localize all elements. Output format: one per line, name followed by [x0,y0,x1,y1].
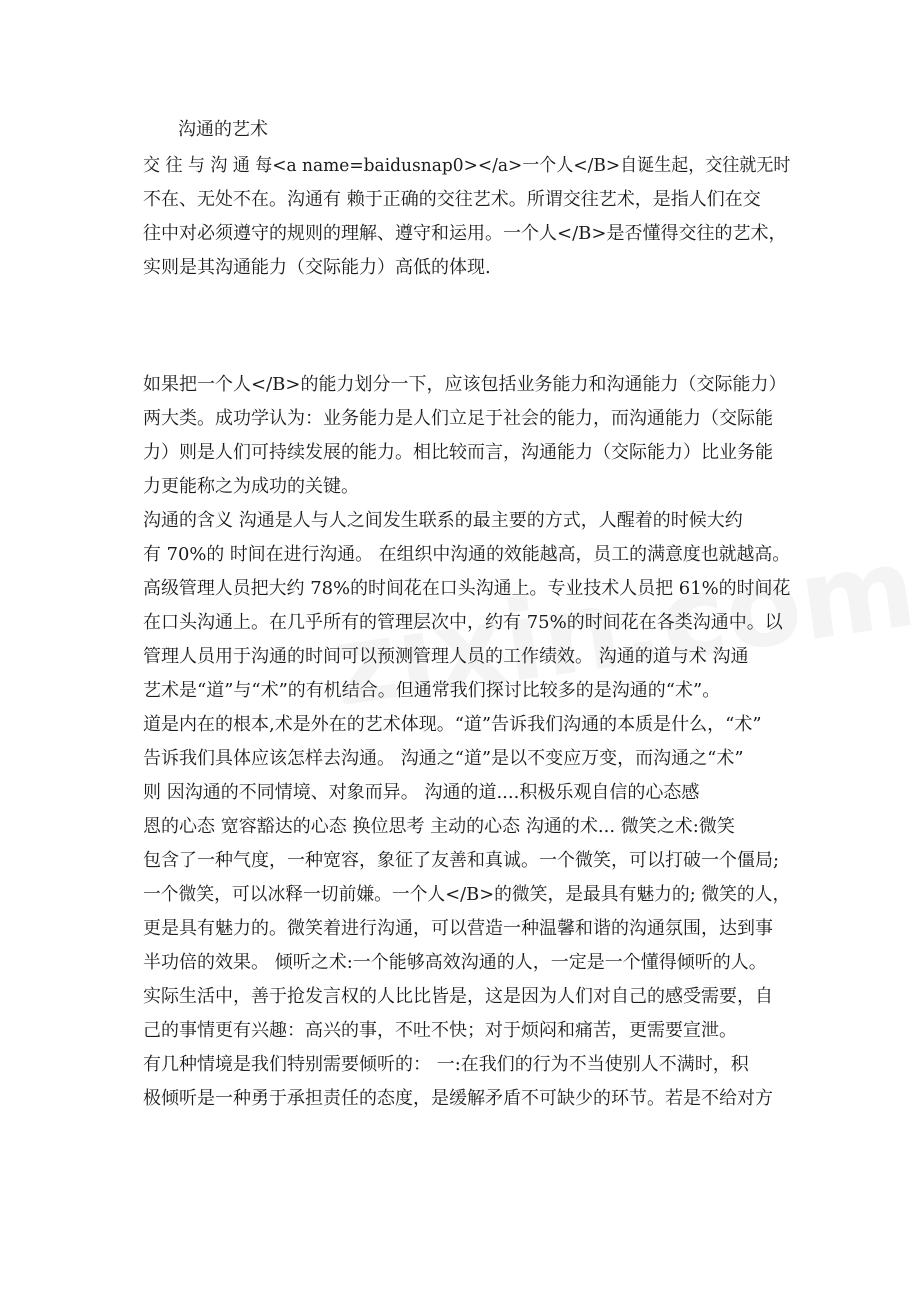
text-line: 两大类。成功学认为：业务能力是人们立足于社会的能力，而沟通能力（交际能 [143,408,773,429]
text-line: 包含了一种气度，一种宽容，象征了友善和真诚。一个微笑，可以打破一个僵局; [143,850,780,871]
text-line: 实则是其沟通能力（交际能力）高低的体现. [143,257,491,278]
text-line: 更是具有魅力的。微笑着进行沟通，可以营造一种温馨和谐的沟通氛围，达到事 [143,918,773,939]
text-line: 实际生活中，善于抢发言权的人比比皆是，这是因为人们对自己的感受需要，自 [143,986,773,1007]
text-line: 己的事情更有兴趣：高兴的事，不吐不快；对于烦闷和痛苦，更需要宣泄。 [143,1020,737,1041]
text-line: 交 往 与 沟 通 每<a name=baidusnap0></a>一个人</B>自诞生起，交往就无时 [143,155,791,176]
text-line: 往中对必须遵守的规则的理解、遵守和运用。一个人</B>是否懂得交往的艺术， [143,223,787,244]
text-line: 艺术是“道”与“术”的有机结合。但通常我们探讨比较多的是沟通的“术”。 [143,680,721,701]
text-line: 如果把一个人</B>的能力划分一下，应该包括业务能力和沟通能力（交际能力） [143,374,787,395]
text-line: 在口头沟通上。在几乎所有的管理层次中，约有 75%的时间花在各类沟通中。以 [143,612,783,633]
text-line: 力更能称之为成功的关键。 [143,476,359,497]
text-line: 不在、无处不在。沟通有 赖于正确的交往艺术。所谓交往艺术，是指人们在交 [143,189,761,210]
text-line: 有几种情境是我们特别需要倾听的： 一:在我们的行为不当使别人不满时，积 [143,1054,749,1075]
text-line: 有 70%的 时间在进行沟通。 在组织中沟通的效能越高，员工的满意度也就越高。 [143,544,791,565]
text-line: 半功倍的效果。 倾听之术:一个能够高效沟通的人，一定是一个懂得倾听的人。 [143,952,767,973]
text-line: 告诉我们具体应该怎样去沟通。 沟通之“道”是以不变应万变，而沟通之“术” [143,748,744,769]
text-line: 力）则是人们可持续发展的能力。相比较而言，沟通能力（交际能力）比业务能 [143,442,773,463]
text-line: 道是内在的根本,术是外在的艺术体现。“道”告诉我们沟通的本质是什么，“术” [143,714,762,735]
text-line: 则 因沟通的不同情境、对象而异。 沟通的道....积极乐观自信的心态感 [143,782,700,803]
text-line: 沟通的含义 沟通是人与人之间发生联系的最主要的方式，人醒着的时候大约 [143,510,743,531]
text-line: 一个微笑，可以冰释一切前嫌。一个人</B>的微笑，是最具有魅力的; 微笑的人， [143,884,791,905]
text-line: 管理人员用于沟通的时间可以预测管理人员的工作绩效。 沟通的道与术 沟通 [143,646,749,667]
document-title: 沟通的艺术 [178,119,268,140]
text-line: 恩的心态 宽容豁达的心态 换位思考 主动的心态 沟通的术... 微笑之术:微笑 [143,816,735,837]
text-line: 极倾听是一种勇于承担责任的态度，是缓解矛盾不可缺少的环节。若是不给对方 [143,1088,773,1109]
text-line: 高级管理人员把大约 78%的时间花在口头沟通上。专业技术人员把 61%的时间花 [143,578,791,599]
